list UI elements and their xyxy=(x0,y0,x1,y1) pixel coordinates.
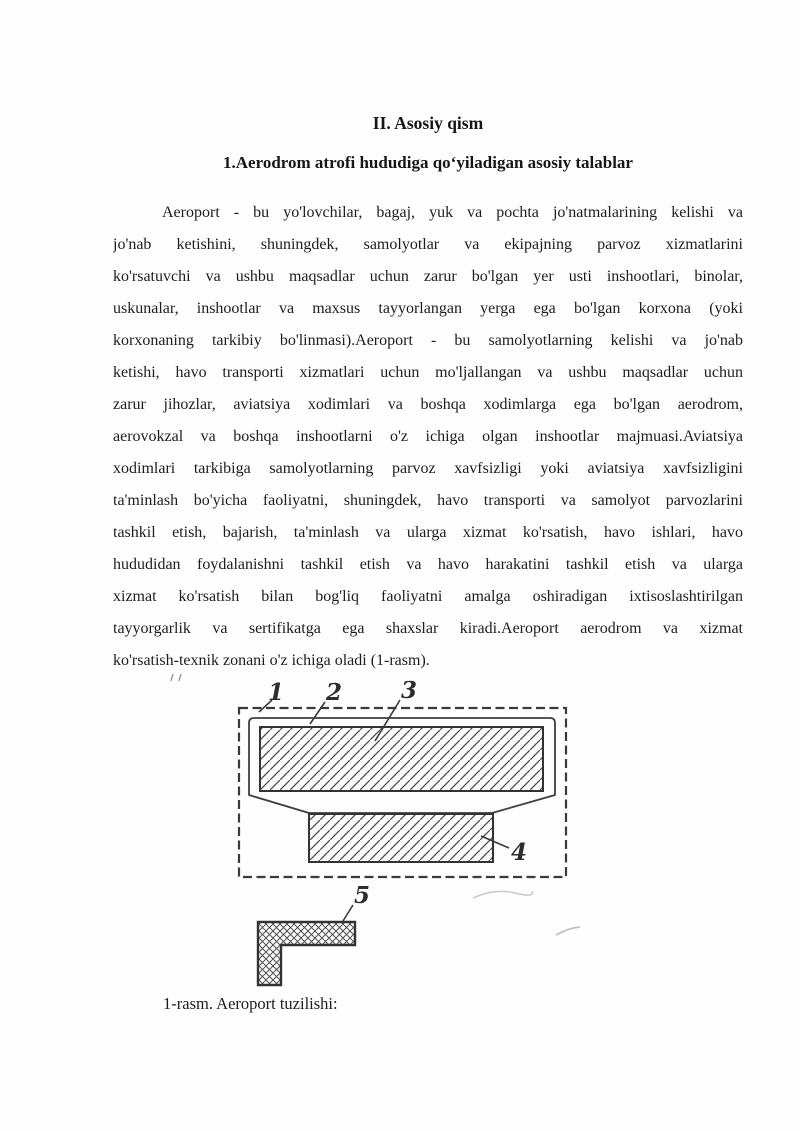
paragraph-line: xizmat ko'rsatish bilan bog'liq faoliyatni amalga oshiradigan ixtisoslashtirilgan xyxy=(113,588,743,605)
paragraph-line: jo'nab ketishini, shuningdek, samolyotlar va ekipajning parvoz xizmatlarini xyxy=(113,236,743,253)
figure-caption: 1-rasm. Aeroport tuzilishi: xyxy=(163,994,338,1013)
paragraph-line: aerovokzal va boshqa inshootlarni o'z ichiga olgan inshootlar majmuasi.Aviatsiya xyxy=(113,428,743,445)
figure-label-3: 3 xyxy=(401,677,418,704)
paragraph-line: korxonaning tarkibiy bo'linmasi).Aeroport - bu samolyotlarning kelishi va jo'nab xyxy=(113,332,743,349)
scan-artifact xyxy=(171,674,181,681)
hatched-rect-large xyxy=(260,727,543,791)
paragraph-line: Aeroport - bu yo'lovchilar, bagaj, yuk va pochta jo'natmalarining kelishi va xyxy=(162,204,743,221)
figure-label-5: 5 xyxy=(354,882,371,909)
leader-line-5 xyxy=(343,905,353,921)
airport-structure-diagram xyxy=(140,660,610,1010)
page-title: II. Asosiy qism xyxy=(372,113,484,133)
paragraph-line: tayyorgarlik va sertifikatga ega shaxslar kiradi.Aeroport aerodrom va xizmat xyxy=(113,620,743,637)
paragraph-line: ko'rsatish-texnik zonani o'z ichiga oladi (1-rasm). xyxy=(113,652,430,669)
paragraph-line: ketishi, havo transporti xizmatlari uchun mo'ljallangan va ushbu maqsadlar uchun xyxy=(113,364,743,381)
body-paragraph xyxy=(113,197,743,677)
figure-label-4: 4 xyxy=(511,839,528,866)
paragraph-line: ko'rsatuvchi va ushbu maqsadlar uchun zarur bo'lgan yer usti inshootlari, binolar, xyxy=(113,268,743,285)
paragraph-line: uskunalar, inshootlar va maxsus tayyorlangan yerga ega bo'lgan korxona (yoki xyxy=(113,300,743,317)
scan-artifact xyxy=(556,927,580,935)
l-shaped-block xyxy=(258,922,355,985)
leader-line-2 xyxy=(310,702,325,724)
paragraph-line: hududidan foydalanishni tashkil etish va havo harakatini tashkil etish va ularga xyxy=(113,556,743,573)
paragraph-line: tashkil etish, bajarish, ta'minlash va ularga xizmat ko'rsatish, havo ishlari, havo xyxy=(113,524,743,541)
figure-label-2: 2 xyxy=(326,679,343,706)
section-heading: 1.Aerodrom atrofi hududiga qo‘yiladigan asosiy talablar xyxy=(223,153,633,172)
paragraph-line: xodimlari tarkibiga samolyotlarning parvoz xavfsizligi yoki aviatsiya xavfsizligini xyxy=(113,460,743,477)
scan-artifact xyxy=(473,891,532,898)
paragraph-line: ta'minlash bo'yicha faoliyatni, shuningdek, havo transporti va samolyot parvozlarini xyxy=(113,492,743,509)
figure-label-1: 1 xyxy=(268,679,285,706)
paragraph-line: zarur jihozlar, aviatsiya xodimlari va boshqa xodimlarga ega bo'lgan aerodrom, xyxy=(113,396,743,413)
hatched-rect-small xyxy=(309,814,493,862)
